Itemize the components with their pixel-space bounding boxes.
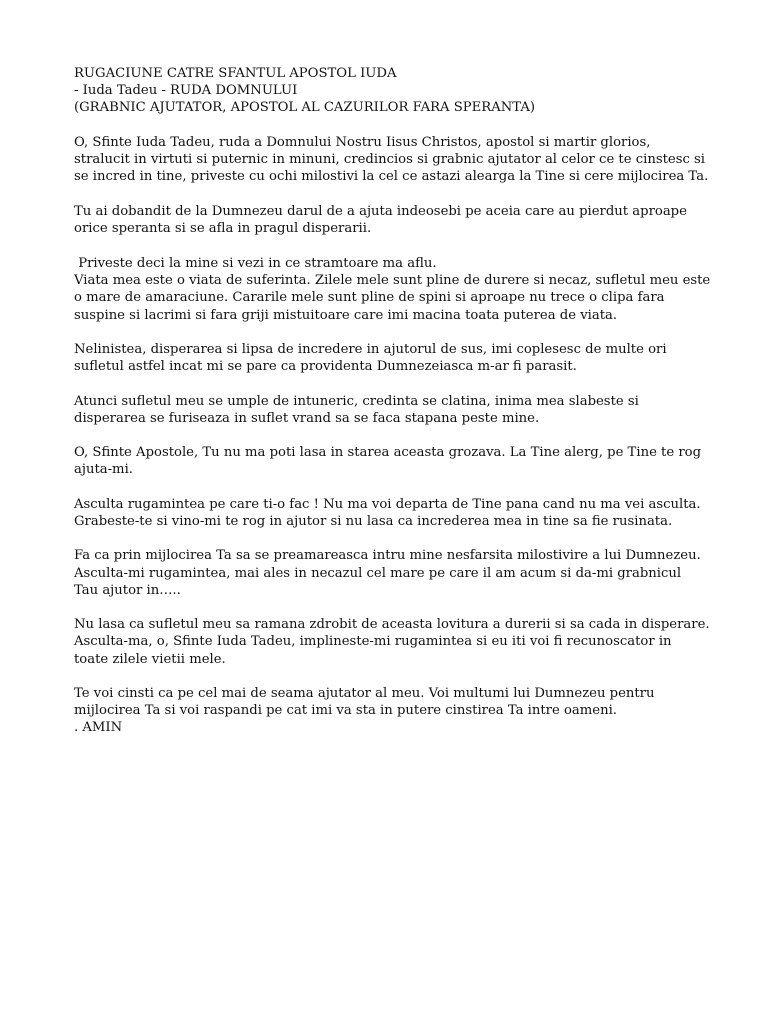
paragraph [74, 616, 734, 668]
text-line: Priveste deci la mine si vezi in ce stramtoare ma aflu. [74, 256, 437, 271]
text-line: O, Sfinte Apostole, Tu nu ma poti lasa in starea aceasta grozava. La Tine alerg, pe Tine te rog [74, 445, 702, 461]
text-line: o mare de amaraciune. Cararile mele sunt pline de spini si aproape nu trece o clipa fara [74, 290, 665, 306]
paragraph [74, 341, 734, 375]
closing-amen: . AMIN [74, 720, 123, 736]
text-line: Grabeste-te si vino-mi te rog in ajutor si nu lasa ca increderea mea in tine sa fie rusinata. [74, 513, 673, 529]
spacer [74, 246, 734, 255]
document-title [74, 65, 734, 117]
text-line: stralucit in virtuti si puternic in minuni, credincios si grabnic ajutator al celor ce te cinstesc si [74, 152, 706, 167]
text-line: Fa ca prin mijlocirea Ta sa se preamareasca intru mine nesfarsita milostivire a lui Dumnezeu. [74, 548, 701, 564]
paragraph [74, 203, 734, 237]
text-line: se incred in tine, priveste cu ochi milostivi la cel ce astazi alearga la Tine si cere mijlocirea Ta. [74, 169, 709, 185]
title-line: RUGACIUNE CATRE SFANTUL APOSTOL IUDA [74, 66, 397, 81]
text-line: Te voi cinsti ca pe cel mai de seama ajutator al meu. Voi multumi lui Dumnezeu pentru [74, 685, 655, 701]
paragraph [74, 444, 734, 478]
text-line: ajuta-mi. [74, 462, 133, 478]
text-line: Asculta-ma, o, Sfinte Iuda Tadeu, implineste-mi rugamintea si eu iti voi fi recunoscator in [74, 634, 672, 650]
paragraph [74, 496, 734, 530]
text-line: Nu lasa ca sufletul meu sa ramana zdrobit de aceasta lovitura a durerii si sa cada in disperare. [74, 617, 710, 633]
text-line: Viata mea este o viata de suferinta. Zilele mele sunt pline de durere si necaz, sufletul meu este [74, 273, 711, 289]
text-line: suspine si lacrimi si fara griji mistuitoare care imi macina toata puterea de viata. [74, 307, 618, 323]
text-line: sufletul astfel incat mi se pare ca providenta Dumnezeiasca m-ar fi parasit. [74, 359, 577, 375]
text-line: disperarea se furiseaza in suflet vrand sa se faca stapana peste mine. [74, 410, 540, 426]
paragraph [74, 134, 734, 186]
text-line: mijlocirea Ta si voi raspandi pe cat imi va sta in putere cinstirea Ta intre oameni. [74, 703, 617, 719]
subtitle-line: (GRABNIC AJUTATOR, APOSTOL AL CAZURILOR FARA SPERANTA) [74, 100, 536, 116]
text-line: toate zilele vietii mele. [74, 651, 226, 667]
text-line: Nelinistea, disperarea si lipsa de incredere in ajutorul de sus, imi coplesesc de multe ori [74, 342, 667, 357]
paragraph [74, 393, 734, 427]
subtitle-line: - Iuda Tadeu - RUDA DOMNULUI [74, 83, 298, 99]
text-line: Atunci sufletul meu se umple de intuneric, credinta se clatina, inima mea slabeste si [74, 393, 639, 409]
text-line: Asculta-mi rugamintea, mai ales in necazul cel mare pe care il am acum si da-mi grabnicul [74, 565, 682, 581]
paragraph [74, 255, 734, 324]
text-line: Tu ai dobandit de la Dumnezeu darul de a ajuta indeosebi pe aceia care au pierdut aproape [74, 203, 687, 219]
document-body [74, 65, 734, 737]
text-line: orice speranta si se afla in pragul disperarii. [74, 220, 372, 236]
paragraph [74, 547, 734, 599]
text-line: O, Sfinte Iuda Tadeu, ruda a Domnului Nostru Iisus Christos, apostol si martir glorios, [74, 134, 651, 150]
text-line: Tau ajutor in….. [74, 582, 181, 598]
text-line: Asculta rugamintea pe care ti-o fac ! Nu ma voi departa de Tine pana cand nu ma vei asculta. [74, 496, 701, 512]
paragraph [74, 685, 734, 737]
spacer [74, 237, 734, 246]
